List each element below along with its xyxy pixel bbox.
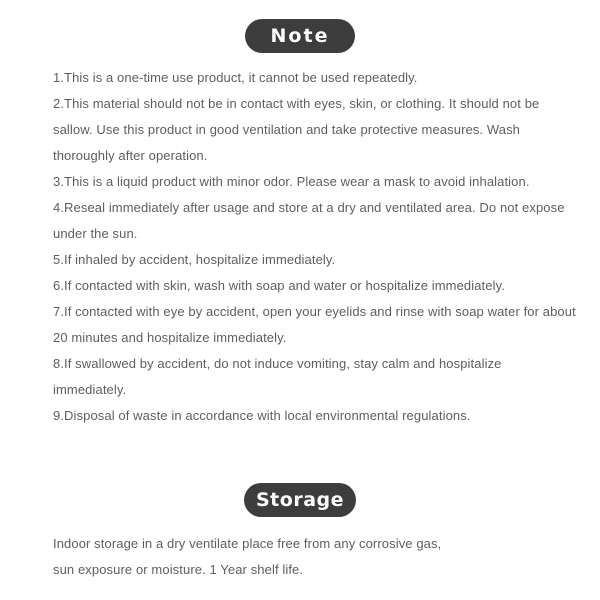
note-item-3: 3.This is a liquid product with minor odor. Please wear a mask to avoid inhalation. [53,174,530,189]
note-item-9: 9.Disposal of waste in accordance with local environmental regulations. [53,408,471,423]
storage-line-2: sun exposure or moisture. 1 Year shelf life. [53,562,304,577]
note-item-5: 5.If inhaled by accident, hospitalize immediately. [53,252,336,267]
storage-description [53,531,523,583]
note-item-4: 4.Reseal immediately after usage and store at a dry and ventilated area. Do not expose under the sun. [53,200,565,241]
storage-line-1: Indoor storage in a dry ventilate place free from any corrosive gas, [53,536,442,551]
note-item-1: 1.This is a one-time use product, it cannot be used repeatedly. [53,70,418,85]
note-item-7: 7.If contacted with eye by accident, open your eyelids and rinse with soap water for about 20 minutes and hospitalize immediately. [53,304,576,345]
note-item-8: 8.If swallowed by accident, do not induce vomiting, stay calm and hospitalize immediately. [53,356,502,397]
storage-heading: Storage [244,483,356,517]
note-list [53,65,578,429]
note-heading: Note [245,19,355,53]
note-item-2: 2.This material should not be in contact with eyes, skin, or clothing. It should not be sallow. Use this product in good ventilation and take protective measures. Wash thoroughly after operation. [53,96,540,163]
note-item-6: 6.If contacted with skin, wash with soap and water or hospitalize immediately. [53,278,505,293]
